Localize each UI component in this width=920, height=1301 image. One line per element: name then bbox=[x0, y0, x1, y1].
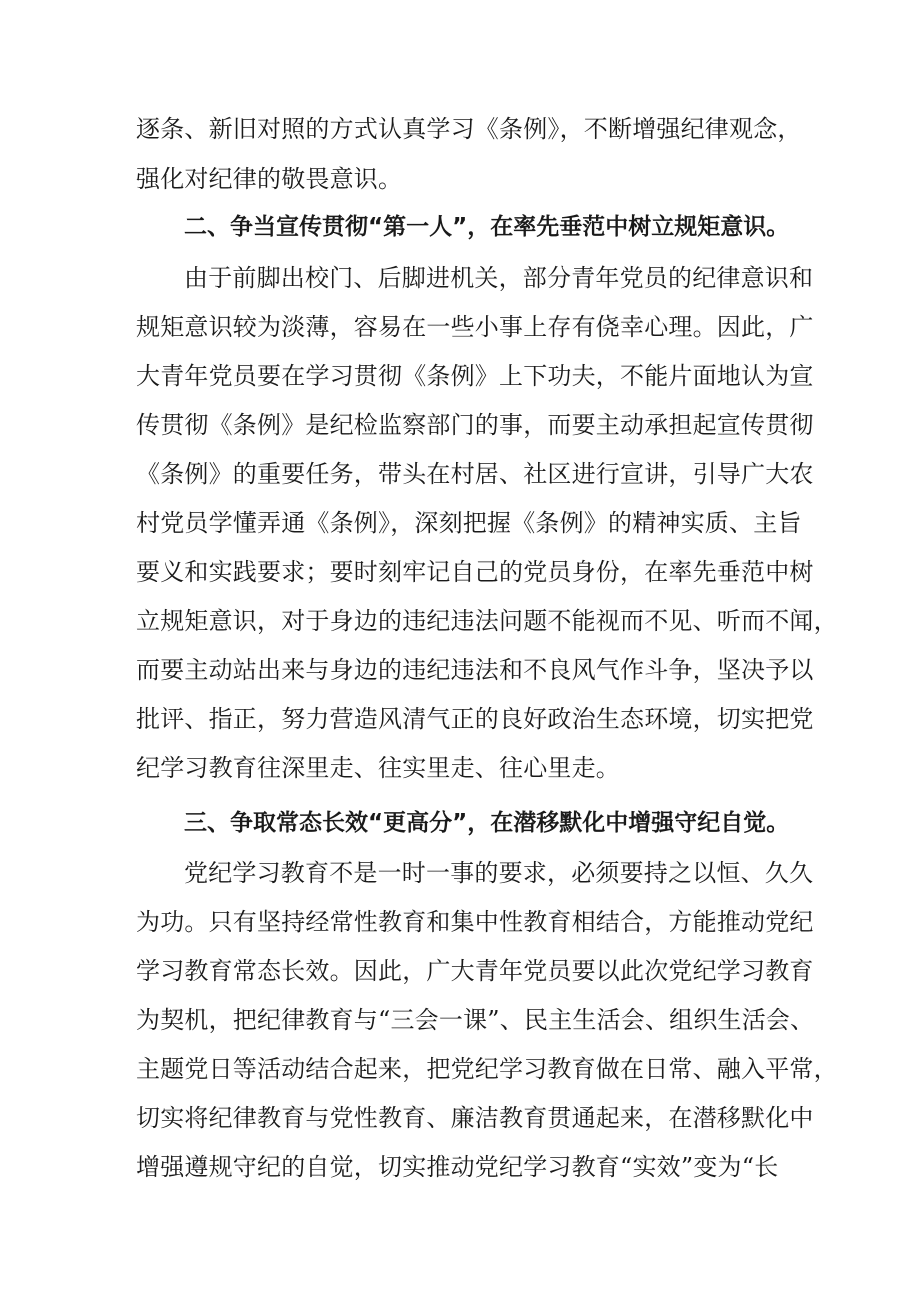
paragraph-line: 立规矩意识，对于身边的违纪违法问题不能视而不见、听而不闻， bbox=[136, 607, 838, 635]
paragraph-line: 传贯彻《条例》是纪检监察部门的事，而要主动承担起宣传贯彻 bbox=[136, 411, 814, 439]
paragraph-line: 由于前脚出校门、后脚进机关，部分青年党员的纪律意识和 bbox=[184, 264, 814, 292]
paragraph-line: 纪学习教育往深里走、往实里走、往心里走。 bbox=[136, 754, 620, 782]
paragraph-line: 党纪学习教育不是一时一事的要求，必须要持之以恒、久久 bbox=[184, 859, 814, 887]
paragraph-line: 要义和实践要求；要时刻牢记自己的党员身份，在率先垂范中树 bbox=[136, 558, 814, 586]
paragraph-line: 为契机，把纪律教育与“三会一课”、民主生活会、组织生活会、 bbox=[136, 1006, 815, 1034]
section-heading: 三、争取常态长效“更高分”，在潜移默化中增强守纪自觉。 bbox=[184, 810, 790, 836]
paragraph-line: 村党员学懂弄通《条例》，深刻把握《条例》的精神实质、主旨 bbox=[136, 509, 802, 537]
paragraph-line: 学习教育常态长效。因此，广大青年党员要以此次党纪学习教育 bbox=[136, 957, 814, 985]
paragraph-line: 《条例》的重要任务，带头在村居、社区进行宣讲，引导广大农 bbox=[136, 460, 814, 488]
paragraph-line: 而要主动站出来与身边的违纪违法和不良风气作斗争，坚决予以 bbox=[136, 656, 814, 684]
paragraph-line: 切实将纪律教育与党性教育、廉洁教育贯通起来，在潜移默化中 bbox=[136, 1104, 814, 1132]
paragraph-line: 大青年党员要在学习贯彻《条例》上下功夫，不能片面地认为宣 bbox=[136, 362, 814, 390]
paragraph-line: 逐条、新旧对照的方式认真学习《条例》，不断增强纪律观念， bbox=[136, 115, 802, 143]
paragraph-line: 主题党日等活动结合起来，把党纪学习教育做在日常、融入平常， bbox=[136, 1055, 838, 1083]
paragraph-line: 强化对纪律的敬畏意识。 bbox=[136, 165, 403, 193]
paragraph-line: 批评、指正，努力营造风清气正的良好政治生态环境，切实把党 bbox=[136, 705, 814, 733]
section-heading: 二、争当宣传贯彻“第一人”，在率先垂范中树立规矩意识。 bbox=[184, 214, 790, 240]
paragraph-line: 为功。只有坚持经常性教育和集中性教育相结合，方能推动党纪 bbox=[136, 908, 814, 936]
paragraph-line: 规矩意识较为淡薄，容易在一些小事上存有侥幸心理。因此，广 bbox=[136, 313, 814, 341]
paragraph-line: 增强遵规守纪的自觉，切实推动党纪学习教育“实效”变为“长 bbox=[136, 1153, 779, 1181]
